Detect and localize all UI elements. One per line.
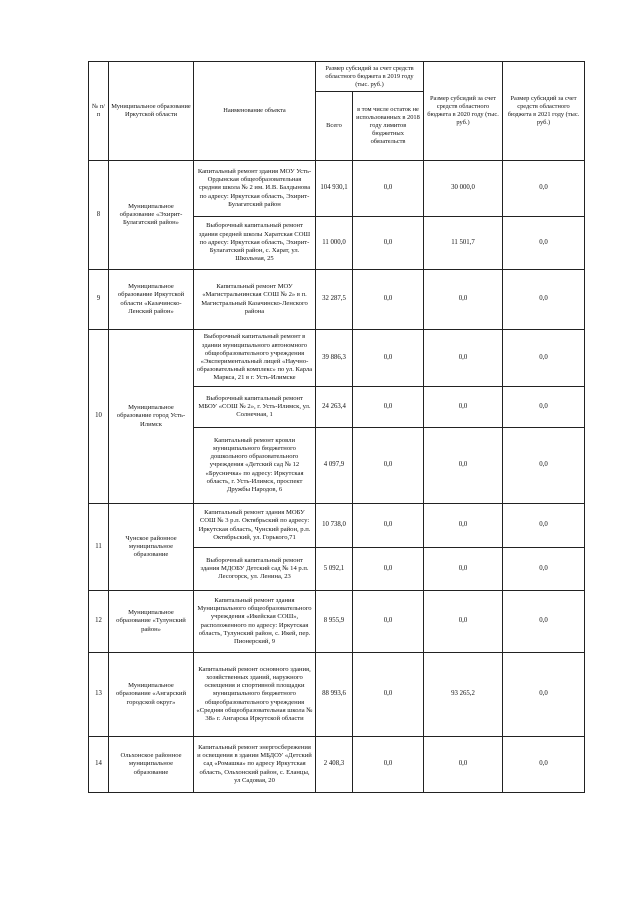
- y2021-cell: 0,0: [503, 161, 585, 217]
- municipality-cell: Чунское районное муниципальное образование: [109, 504, 194, 591]
- total-cell: 8 955,9: [316, 591, 353, 653]
- object-cell: Капитальный ремонт основного здания, хозяйственных зданий, наружного освещения и спортивной площадки муниципального бюджетного общеобразовательного учреждения «Средняя общеобразовательная школа № 38» г. Ангарска Иркутской области: [194, 653, 316, 737]
- unused-cell: 0,0: [353, 217, 424, 270]
- object-cell: Капитальный ремонт здания Муниципального общеобразовательного учреждения «Икейская СОШ», расположенного по адресу: Иркутская область, Тулунский район, с. Икей, пер. Пионерский, 9: [194, 591, 316, 653]
- y2021-cell: 0,0: [503, 737, 585, 793]
- object-cell: Капитальный ремонт энергосбережения и освещения в здании МБДОУ «Детский сад «Ромашка» по адресу Иркутская область, Ольхонский район, с. Еланцы, ул Садовая, 20: [194, 737, 316, 793]
- object-cell: Капитальный ремонт кровли муниципального бюджетного дошкольного образовательного учреждения «Детский сад № 12 «Брусничка» по адресу: Иркутская область, г. Усть-Илимск, проспект Дружбы Народов, 6: [194, 428, 316, 504]
- y2021-cell: 0,0: [503, 428, 585, 504]
- unused-cell: 0,0: [353, 737, 424, 793]
- unused-cell: 0,0: [353, 428, 424, 504]
- total-cell: 24 263,4: [316, 387, 353, 428]
- table-row: [89, 591, 585, 653]
- row-number: 11: [89, 504, 109, 591]
- header-subsidy-2019: Размер субсидий за счет средств областного бюджета в 2019 году (тыс. руб.): [316, 62, 424, 92]
- y2021-cell: 0,0: [503, 548, 585, 591]
- object-cell: Капитальный ремонт здания МОБУ СОШ № 3 р.п. Октябрьский по адресу: Иркутская область, Чунский район, р.п. Октябрьский, ул. Горького,71: [194, 504, 316, 548]
- object-cell: Выборочный капитальный ремонт МБОУ «СОШ № 2», г. Усть-Илимск, ул. Солнечная, 1: [194, 387, 316, 428]
- object-cell: Капитальный ремонт здания МОУ Усть-Ордынская общеобразовательная средняя школа № 2 им. И.В. Балдынова по адресу: Иркутская область, Эхирит-Булагатский район: [194, 161, 316, 217]
- table-row: [89, 653, 585, 737]
- y2020-cell: 0,0: [424, 504, 503, 548]
- y2020-cell: 0,0: [424, 428, 503, 504]
- unused-cell: 0,0: [353, 270, 424, 330]
- y2021-cell: 0,0: [503, 330, 585, 387]
- total-cell: 2 408,3: [316, 737, 353, 793]
- table-row: [89, 504, 585, 548]
- unused-cell: 0,0: [353, 504, 424, 548]
- y2020-cell: 30 000,0: [424, 161, 503, 217]
- unused-cell: 0,0: [353, 591, 424, 653]
- y2021-cell: 0,0: [503, 504, 585, 548]
- row-number: 8: [89, 161, 109, 270]
- y2020-cell: 0,0: [424, 591, 503, 653]
- subsidy-table: [88, 61, 585, 793]
- row-number: 9: [89, 270, 109, 330]
- row-number: 10: [89, 330, 109, 504]
- municipality-cell: Муниципальное образование город Усть-Илимск: [109, 330, 194, 504]
- unused-cell: 0,0: [353, 161, 424, 217]
- row-number: 12: [89, 591, 109, 653]
- y2021-cell: 0,0: [503, 217, 585, 270]
- row-number: 14: [89, 737, 109, 793]
- y2020-cell: 11 501,7: [424, 217, 503, 270]
- unused-cell: 0,0: [353, 548, 424, 591]
- y2021-cell: 0,0: [503, 591, 585, 653]
- object-cell: Капитальный ремонт МОУ «Магистральнинская СОШ № 2» в п. Магистральный Казачинско-Ленского района: [194, 270, 316, 330]
- total-cell: 5 092,1: [316, 548, 353, 591]
- total-cell: 4 097,9: [316, 428, 353, 504]
- y2020-cell: 0,0: [424, 330, 503, 387]
- y2020-cell: 0,0: [424, 270, 503, 330]
- table-row: [89, 161, 585, 217]
- table-row: [89, 330, 585, 387]
- y2020-cell: 0,0: [424, 737, 503, 793]
- header-total: Всего: [316, 92, 353, 161]
- object-cell: Выборочный капитальный ремонт здания МДОБУ Детский сад № 14 р.п. Лесогорск, ул. Ленина, 23: [194, 548, 316, 591]
- municipality-cell: Муниципальное образование Иркутской области «Казачинско-Ленский район»: [109, 270, 194, 330]
- total-cell: 32 287,5: [316, 270, 353, 330]
- row-number: 13: [89, 653, 109, 737]
- y2021-cell: 0,0: [503, 387, 585, 428]
- header-municipality: Муниципальное образование Иркутской области: [109, 62, 194, 161]
- table-row: [89, 270, 585, 330]
- municipality-cell: Муниципальное образование «Эхирит-Булагатский район»: [109, 161, 194, 270]
- header-unused-2018: в том числе остаток не использованных в 2018 году лимитов бюджетных обязательств: [353, 92, 424, 161]
- total-cell: 88 993,6: [316, 653, 353, 737]
- unused-cell: 0,0: [353, 653, 424, 737]
- y2021-cell: 0,0: [503, 653, 585, 737]
- unused-cell: 0,0: [353, 387, 424, 428]
- object-cell: Выборочный капитальный ремонт в здании муниципального автономного общеобразовательного учреждения «Экспериментальный лицей «Научно-образовательный комплекс» по ул. Карла Маркса, 21 в г. Усть-Илимске: [194, 330, 316, 387]
- unused-cell: 0,0: [353, 330, 424, 387]
- municipality-cell: Муниципальное образование «Ангарский городской округ»: [109, 653, 194, 737]
- header-num: № п/п: [89, 62, 109, 161]
- header-object: Наименование объекта: [194, 62, 316, 161]
- total-cell: 11 000,0: [316, 217, 353, 270]
- municipality-cell: Муниципальное образование «Тулунский район»: [109, 591, 194, 653]
- total-cell: 10 738,0: [316, 504, 353, 548]
- table-row: [89, 737, 585, 793]
- total-cell: 104 930,1: [316, 161, 353, 217]
- y2020-cell: 0,0: [424, 387, 503, 428]
- y2020-cell: 93 265,2: [424, 653, 503, 737]
- municipality-cell: Ольхонское районное муниципальное образование: [109, 737, 194, 793]
- object-cell: Выборочный капитальный ремонт здания средней школы Харатская СОШ по адресу: Иркутская область, Эхирит-Булагатский район, с. Харат, ул. Школьная, 25: [194, 217, 316, 270]
- header-subsidy-2021: Размер субсидий за счет средств областного бюджета в 2021 году (тыс. руб.): [503, 62, 585, 161]
- y2021-cell: 0,0: [503, 270, 585, 330]
- y2020-cell: 0,0: [424, 548, 503, 591]
- header-subsidy-2020: Размер субсидий за счет средств областного бюджета в 2020 году (тыс. руб.): [424, 62, 503, 161]
- total-cell: 39 886,3: [316, 330, 353, 387]
